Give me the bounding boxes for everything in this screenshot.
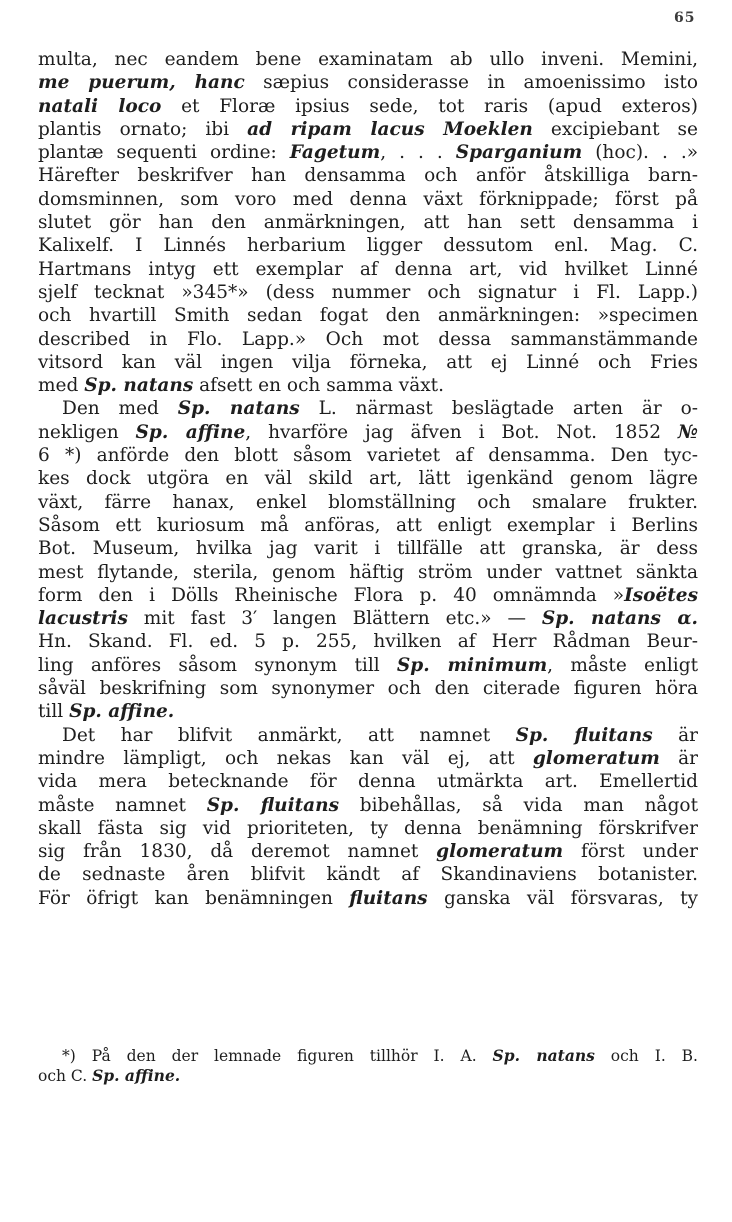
text-line (38, 561, 698, 584)
text-run: described in Flo. Lapp.» Och mot dessa sammanstämmande (38, 328, 698, 350)
text-line (38, 887, 698, 910)
text-line (38, 351, 698, 374)
text-line (38, 537, 698, 560)
italic-term: Sp. fluitans (515, 724, 653, 746)
text-run: till (38, 701, 70, 723)
text-line (38, 467, 698, 490)
text-run: multa, nec eandem bene examinatam ab ullo inveni. Memini, (38, 49, 698, 70)
text-line (38, 654, 698, 677)
text-run: L. närmast beslägtade arten är o- (299, 398, 699, 420)
text-line (38, 770, 698, 793)
text-run: vida mera betecknande för denna utmärkta art. Emellertid (38, 771, 698, 793)
text-line (38, 328, 698, 351)
text-line (38, 607, 698, 630)
text-line (38, 234, 698, 257)
italic-term: № (677, 421, 699, 443)
text-line (38, 840, 698, 863)
text-run: de sednaste åren blifvit kändt af Skandinaviens botanister. (38, 864, 698, 886)
text-run: , . . . (380, 142, 456, 164)
italic-term: Sp. affine. (69, 701, 175, 723)
italic-term: glomeratum (436, 841, 564, 863)
text-run: kes dock utgöra en väl skild art, lätt igenkänd genom lägre (38, 468, 698, 490)
italic-term: Isoëtes (624, 584, 698, 606)
text-run: , måste enligt (547, 654, 699, 676)
italic-term: Sp. natans α. (541, 608, 698, 630)
footnote-line (38, 1046, 698, 1066)
text-run: *) På den der lemnade figuren tillhör I. A. (62, 1047, 493, 1065)
text-run: sæpius considerasse in amoenissimo isto (244, 72, 698, 94)
italic-term: Sparganium (455, 142, 583, 164)
italic-term: me puerum, hanc (38, 72, 245, 94)
text-line (38, 584, 698, 607)
text-run: sig från 1830, då deremot namnet (38, 841, 437, 863)
text-line (38, 724, 698, 747)
text-line (38, 630, 698, 653)
text-line (38, 118, 698, 141)
page-number: 65 (674, 10, 696, 26)
text-line (38, 817, 698, 840)
text-line (38, 281, 698, 304)
text-run: excipiebant se (532, 118, 698, 140)
text-line (38, 421, 698, 444)
text-line (38, 700, 698, 723)
text-run: måste namnet (38, 794, 207, 816)
text-line (38, 48, 698, 71)
text-run: et Floræ ipsius sede, tot raris (apud exteros) (161, 95, 698, 117)
text-run: Såsom ett kuriosum må anföras, att enligt exemplar i Berlins (38, 514, 698, 536)
text-run: Den med (62, 398, 178, 420)
footnote (38, 1046, 698, 1086)
text-line (38, 747, 698, 770)
italic-term: Sp. natans (492, 1046, 595, 1065)
text-line (38, 95, 698, 118)
text-run: växt, färre hanax, enkel blomställning och smalare frukter. (38, 491, 698, 513)
text-run: och hvartill Smith sedan fogat den anmärkningen: »specimen (38, 305, 698, 327)
text-run: (hoc). . .» (582, 142, 699, 164)
italic-term: Fagetum (289, 142, 381, 164)
text-line (38, 397, 698, 420)
text-run: Kalixelf. I Linnés herbarium ligger dessutom enl. Mag. C. (38, 235, 698, 257)
body-text (38, 48, 698, 910)
text-run: såväl beskrifning som synonymer och den citerade figuren höra (38, 678, 698, 700)
text-run: , hvarföre jag äfven i Bot. Not. 1852 (245, 421, 678, 443)
text-run: domsminnen, som voro med denna växt förknippade; först på (38, 188, 698, 210)
text-run: och C. (38, 1067, 93, 1085)
text-run: sjelf tecknat »345*» (dess nummer och signatur i Fl. Lapp.) (38, 281, 698, 303)
text-run: bibehållas, så vida man något (339, 794, 699, 816)
text-run: skall fästa sig vid prioriteten, ty denna benämning förskrifver (38, 817, 698, 839)
italic-term: Sp. affine (135, 421, 246, 443)
text-run: plantæ sequenti ordine: (38, 142, 290, 164)
text-run: slutet gör han den anmärkningen, att han sett densamma i (38, 212, 698, 234)
text-line (38, 514, 698, 537)
italic-term: Sp. natans (84, 375, 194, 397)
text-run: afsett en och samma växt. (193, 375, 444, 397)
italic-term: natali loco (38, 95, 162, 117)
text-run: och I. B. (594, 1047, 698, 1065)
text-run: Det har blifvit anmärkt, att namnet (62, 724, 516, 746)
text-line (38, 794, 698, 817)
text-line (38, 164, 698, 187)
italic-term: Sp. minimum (396, 654, 548, 676)
text-run: För öfrigt kan benämningen (38, 887, 350, 909)
text-run: först under (563, 841, 698, 863)
text-run: Bot. Museum, hvilka jag varit i tillfälle att granska, är dess (38, 538, 698, 560)
text-line (38, 258, 698, 281)
italic-term: lacustris (38, 608, 128, 630)
italic-term: Sp. affine. (92, 1066, 181, 1085)
text-run: med (38, 375, 85, 397)
text-line (38, 141, 698, 164)
italic-term: ad ripam lacus Moeklen (247, 118, 533, 140)
text-run: är (659, 747, 698, 769)
text-run: är (652, 724, 698, 746)
text-line (38, 188, 698, 211)
text-run: Hn. Skand. Fl. ed. 5 p. 255, hvilken af Herr Rådman Beur- (38, 631, 698, 653)
text-run: Hartmans intyg ett exemplar af denna art, vid hvilket Linné (38, 258, 698, 280)
italic-term: Sp. natans (177, 398, 300, 420)
text-run: Härefter beskrifver han densamma och anför åtskilliga barn- (38, 165, 698, 187)
text-run: plantis ornato; ibi (38, 118, 248, 140)
text-run: form den i Dölls Rheinische Flora p. 40 omnämnda » (38, 584, 625, 606)
text-line (38, 863, 698, 886)
text-run: mest flytande, sterila, genom häftig ström under vattnet sänkta (38, 561, 698, 583)
text-run: mindre lämpligt, och nekas kan väl ej, att (38, 747, 533, 769)
text-run: nekligen (38, 421, 136, 443)
text-run: 6 *) anförde den blott såsom varietet af densamma. Den tyc- (38, 445, 698, 467)
italic-term: fluitans (349, 887, 428, 909)
text-run: ganska väl försvaras, ty (427, 887, 698, 909)
footnote-line (38, 1066, 698, 1086)
text-run: ling anföres såsom synonym till (38, 654, 397, 676)
italic-term: glomeratum (532, 747, 660, 769)
text-run: vitsord kan väl ingen vilja förneka, att ej Linné och Fries (38, 351, 698, 373)
text-line (38, 71, 698, 94)
text-line (38, 491, 698, 514)
text-line (38, 304, 698, 327)
text-run: mit fast 3′ langen Blättern etc.» — (127, 608, 542, 630)
text-line (38, 211, 698, 234)
text-line (38, 444, 698, 467)
text-line (38, 374, 698, 397)
italic-term: Sp. fluitans (206, 794, 340, 816)
text-line (38, 677, 698, 700)
